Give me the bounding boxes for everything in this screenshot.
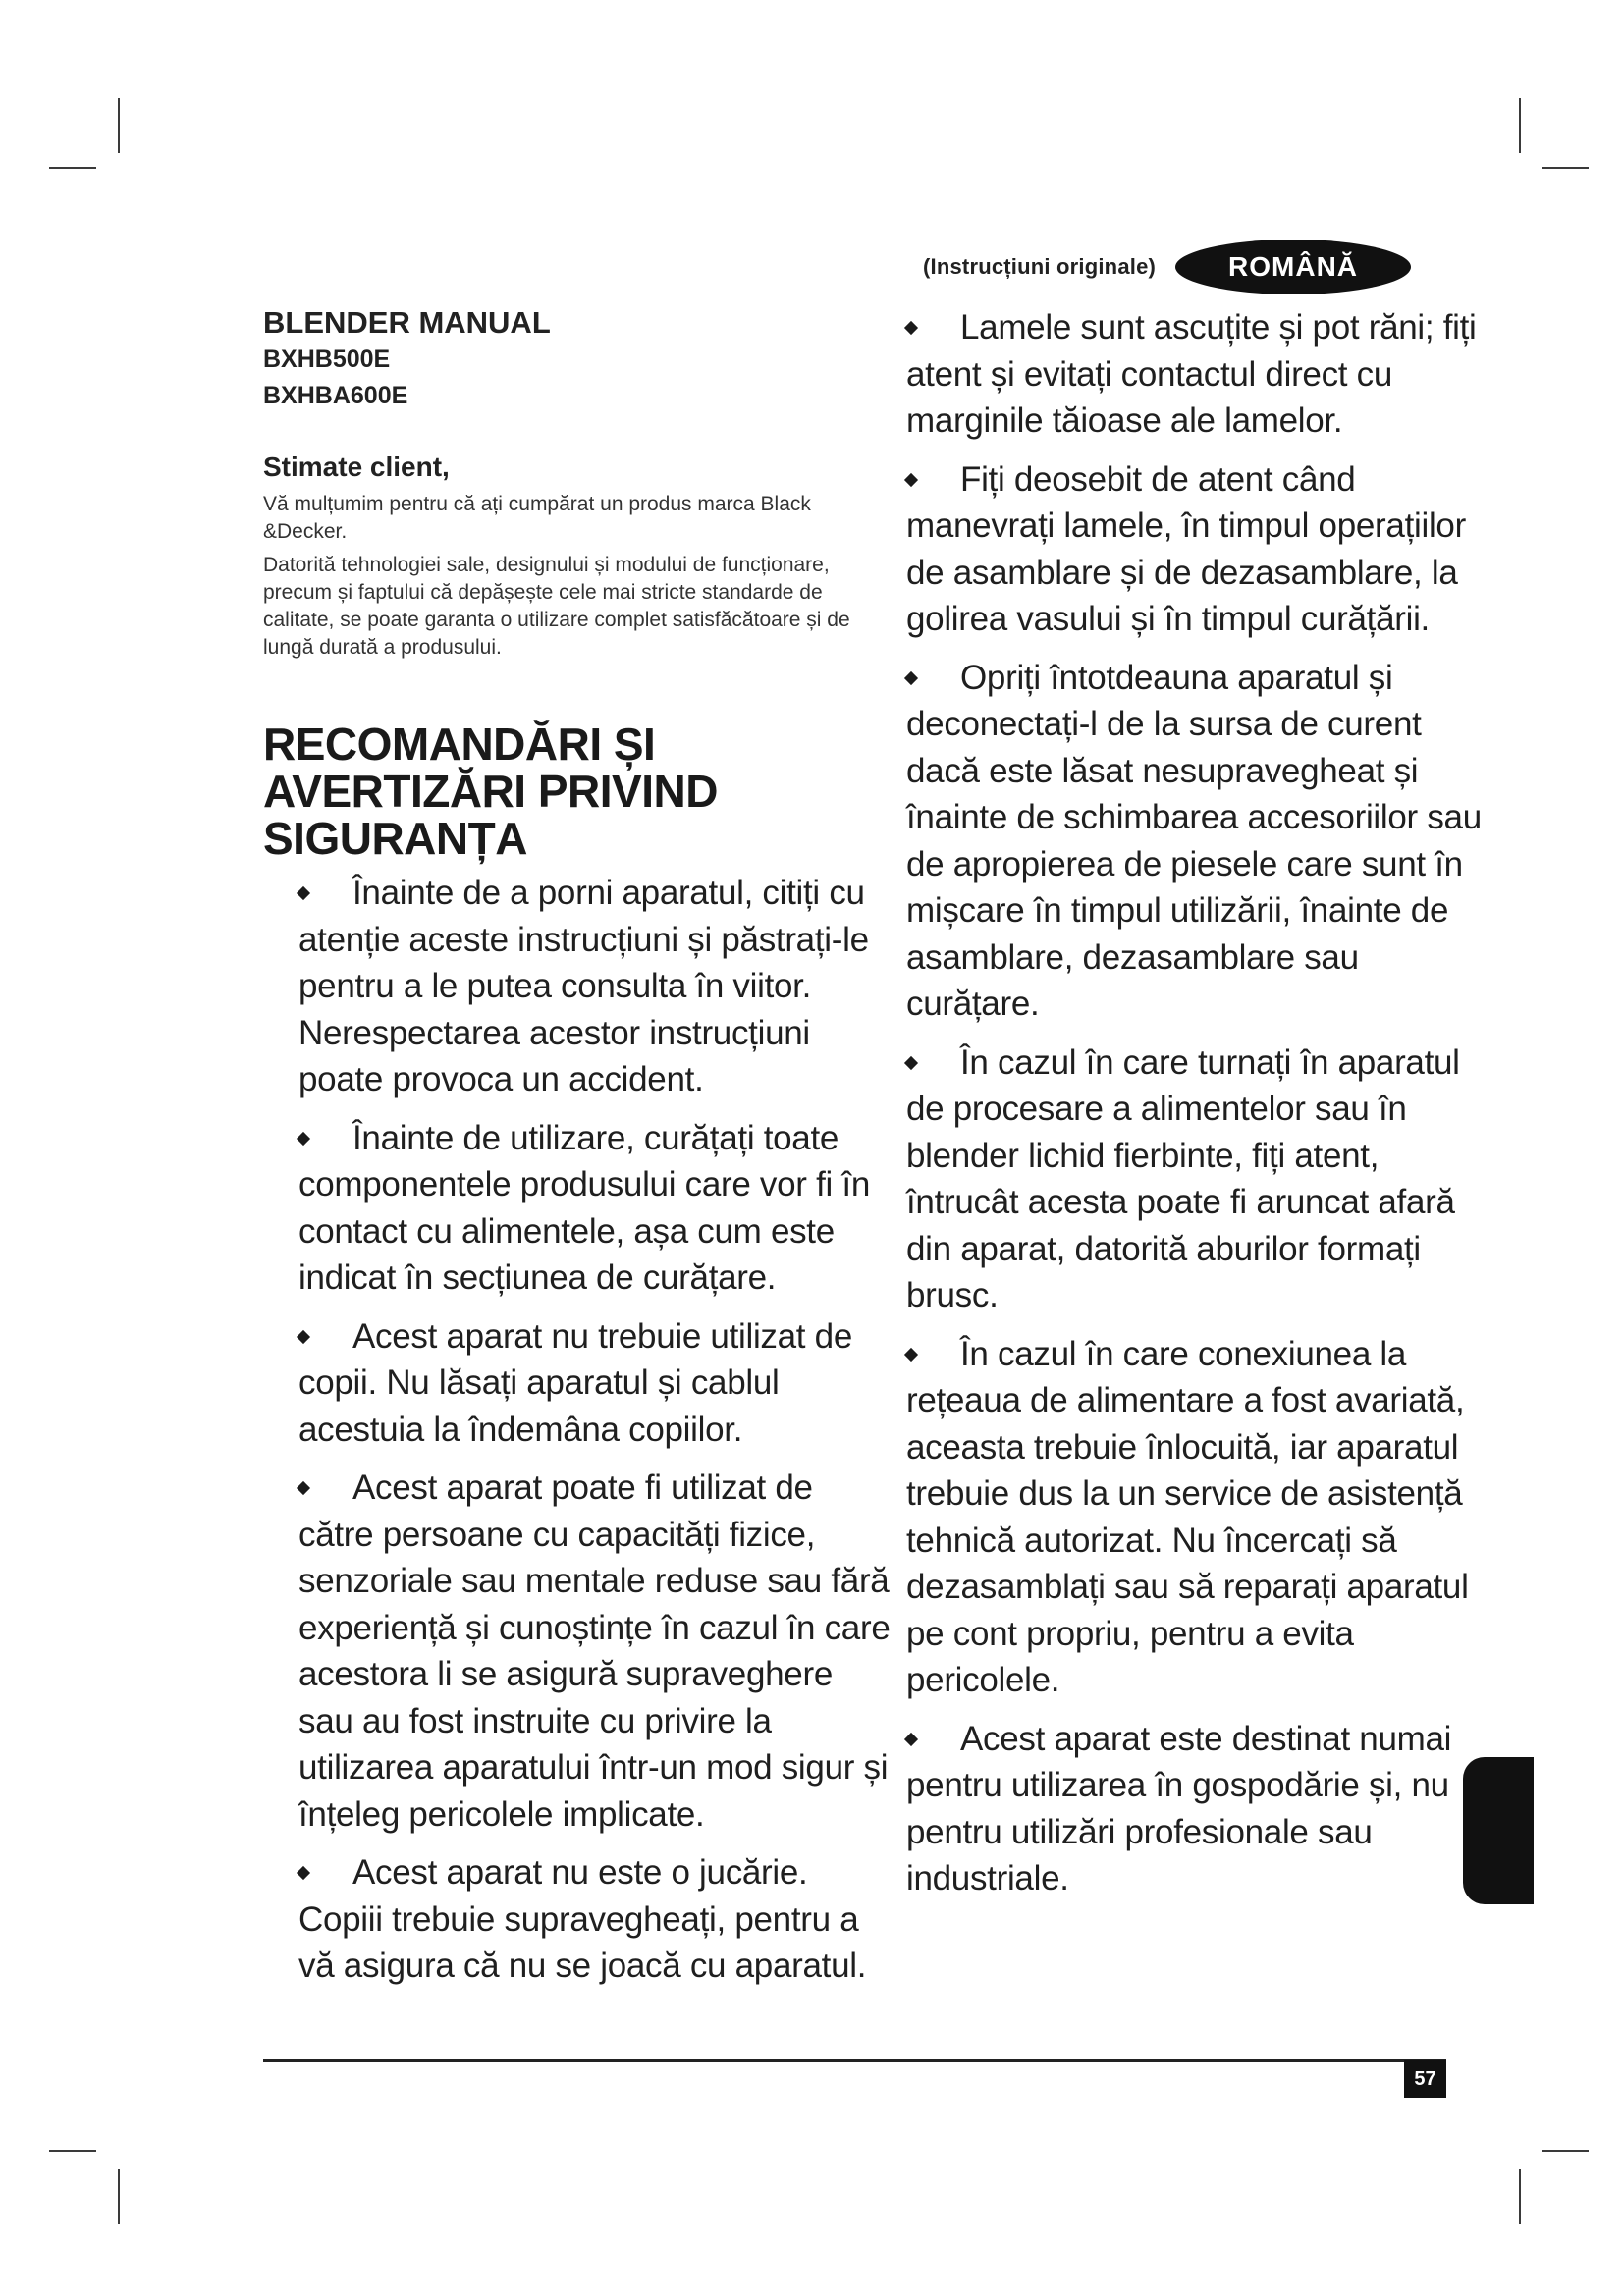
page-number: 57: [1404, 2060, 1446, 2098]
crop-mark: [49, 2150, 96, 2152]
list-item: [906, 1716, 1495, 1902]
list-item: [298, 1313, 892, 1454]
footer-rule: [263, 2059, 1446, 2062]
section-thumb-tab: [1463, 1757, 1534, 1904]
intro-paragraph: Vă mulțumim pentru că ați cumpărat un produs marca Black &Decker.: [263, 493, 811, 543]
diamond-bullet-icon: [297, 1866, 310, 1880]
list-item-text: Opriți întotdeauna aparatul și deconectați-l de la sursa de curent dacă este lăsat nesupravegheat și înainte de schimbarea accesoriilor sau de apropierea de piesele care sunt în mișcare în timpul utilizării, înainte de asamblare, dezasamblare sau curățare.: [906, 658, 1482, 1023]
diamond-bullet-icon: [904, 1732, 918, 1745]
diamond-bullet-icon: [904, 1055, 918, 1069]
list-item: [298, 1849, 892, 1990]
list-item: [298, 1115, 892, 1302]
list-item: [906, 1331, 1495, 1704]
crop-mark: [1542, 2150, 1589, 2152]
left-column: [263, 304, 892, 2002]
list-item-text: Acest aparat nu trebuie utilizat de copii. Nu lăsați aparatul și cablul acestuia la îndemâna copiilor.: [298, 1316, 852, 1449]
crop-mark: [1542, 167, 1589, 169]
list-item-text: Înainte de a porni aparatul, citiți cu atenție aceste instrucțiuni și păstrați-le pentru a le putea consulta în viitor. Nerespectarea acestor instrucțiuni poate provoca un accident.: [298, 874, 869, 1098]
intro-paragraph: Datorită tehnologiei sale, designului și modului de funcționare, precum și faptului că depășește cele mai stricte standarde de calitate, se poate garanta o utilizare complet satisfăcătoare și de lungă durată a produsului.: [263, 554, 850, 659]
list-item: [906, 304, 1495, 445]
diamond-bullet-icon: [904, 321, 918, 335]
list-item: [298, 870, 892, 1103]
diamond-bullet-icon: [904, 1347, 918, 1361]
list-item: [906, 655, 1495, 1028]
safety-list: [263, 870, 892, 1990]
language-badge: ROMÂNĂ: [1175, 240, 1411, 294]
crop-mark: [1519, 98, 1521, 153]
diamond-bullet-icon: [297, 1131, 310, 1145]
diamond-bullet-icon: [297, 886, 310, 900]
diamond-bullet-icon: [297, 1481, 310, 1495]
diamond-bullet-icon: [297, 1329, 310, 1343]
diamond-bullet-icon: [904, 670, 918, 684]
right-column: [906, 304, 1495, 1914]
list-item: [298, 1465, 892, 1838]
model-number: BXHB500E: [263, 346, 391, 373]
list-item-text: Lamele sunt ascuțite și pot răni; fiți atent și evitați contactul direct cu marginile tăioase ale lamelor.: [906, 308, 1477, 440]
list-item-text: Acest aparat nu este o jucărie. Copiii trebuie supravegheați, pentru a vă asigura că nu se joacă cu aparatul.: [298, 1853, 867, 1985]
list-item-text: Acest aparat este destinat numai pentru utilizarea în gospodărie și, nu pentru utilizări profesionale sau industriale.: [906, 1719, 1452, 1897]
language-header: [923, 240, 1411, 294]
original-instructions-label: (Instrucțiuni originale): [923, 254, 1157, 279]
crop-mark: [1519, 2169, 1521, 2224]
list-item-text: În cazul în care turnați în aparatul de procesare a alimentelor sau în blender lichid fierbinte, fiți atent, întrucât acesta poate fi aruncat afară din aparat, datorită aburilor formați brusc.: [906, 1042, 1460, 1314]
diamond-bullet-icon: [904, 472, 918, 486]
list-item-text: În cazul în care conexiunea la rețeaua de alimentare a fost avariată, aceasta trebuie înlocuită, iar aparatul trebuie dus la un service de asistență tehnică autorizat. Nu încercați să dezasamblați sau să reparați aparatul pe cont propriu, pentru a evita pericolele.: [906, 1334, 1469, 1699]
crop-mark: [118, 2169, 120, 2224]
manual-title: BLENDER MANUAL: [263, 305, 551, 340]
list-item: [906, 1040, 1495, 1319]
intro-text: [263, 491, 892, 662]
section-title: RECOMANDĂRI ȘI AVERTIZĂRI PRIVIND SIGURANȚA: [263, 719, 718, 864]
list-item: [906, 456, 1495, 643]
greeting: Stimate client,: [263, 452, 450, 482]
list-item-text: Acest aparat poate fi utilizat de către persoane cu capacități fizice, senzoriale sau mentale reduse sau fără experiență și cunoștințe în cazul în care acestora li se asigură supraveghere sau au fost instruite cu privire la utilizarea aparatului într-un mod sigur și înțeleg pericolele implicate.: [298, 1468, 891, 1834]
crop-mark: [118, 98, 120, 153]
crop-mark: [49, 167, 96, 169]
model-number: BXHBA600E: [263, 382, 408, 409]
list-item-text: Fiți deosebit de atent când manevrați lamele, în timpul operațiilor de asamblare și de dezasamblare, la golirea vasului și în timpul curățării.: [906, 459, 1466, 638]
list-item-text: Înainte de utilizare, curățați toate componentele produsului care vor fi în contact cu alimentele, așa cum este indicat în secțiunea de curățare.: [298, 1118, 870, 1297]
safety-list: [906, 304, 1495, 1902]
